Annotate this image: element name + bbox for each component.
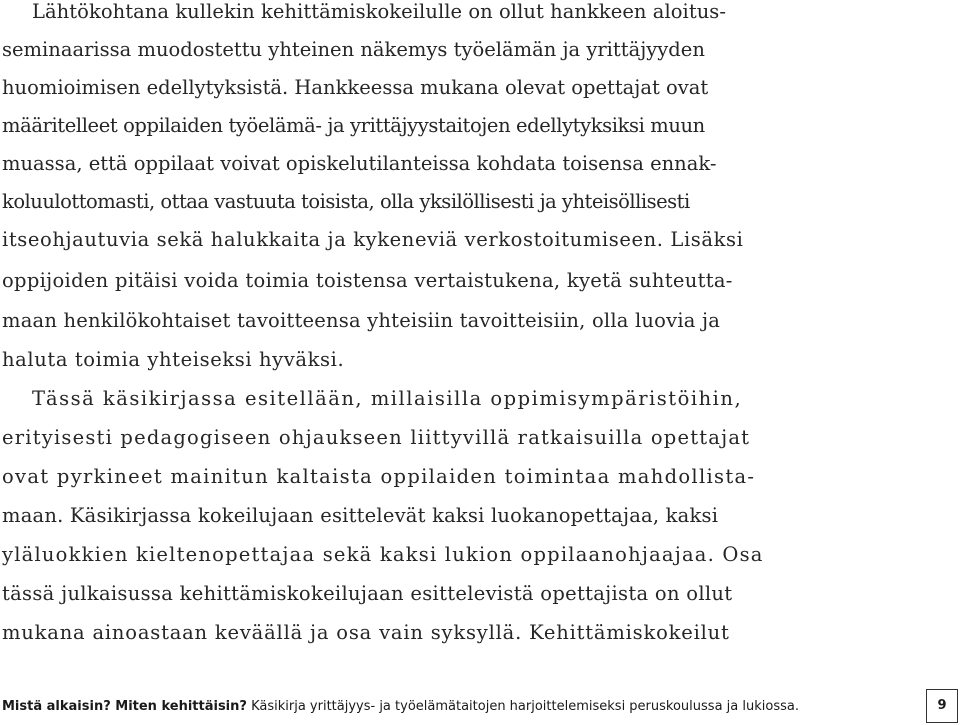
text-line: Lähtökohtana kullekin kehittämiskokeilulle on ollut hankkeen aloitus- [32,0,727,23]
text-line: yläluokkien kieltenopettajaa sekä kaksi lukion oppilaanohjaajaa. Osa [2,543,764,566]
text-line: määritelleet oppilaiden työelämä- ja yrittäjyystaitojen edellytyksiksi muun [2,114,705,137]
text-line: haluta toimia yhteiseksi hyväksi. [2,348,345,371]
text-line: Tässä käsikirjassa esitellään, millaisilla oppimisympäristöihin, [32,387,743,410]
page-footer [2,696,960,718]
text-line: itseohjautuvia sekä halukkaita ja kykeneviä verkostoitumiseen. Lisäksi [2,228,744,251]
text-line: koluulottomasti, ottaa vastuuta toisista, olla yksilöllisesti ja yhteisöllisesti [2,190,690,213]
text-line: muassa, että oppilaat voivat opiskelutilanteissa kohdata toisensa ennak- [2,152,717,175]
footer-subtitle: Käsikirja yrittäjyys- ja työelämätaitojen harjoittelemiseksi peruskoulussa ja lukiossa. [246,699,799,714]
page-number: 9 [926,689,958,723]
text-line: ovat pyrkineet mainitun kaltaista oppilaiden toimintaa mahdollista- [2,465,756,488]
text-line: seminaarissa muodostettu yhteinen näkemys työelämän ja yrittäjyyden [2,38,705,61]
text-line: erityisesti pedagogiseen ohjaukseen liittyvillä ratkaisuilla opettajat [2,426,751,449]
text-line: maan. Käsikirjassa kokeilujaan esittelevät kaksi luokanopettajaa, kaksi [2,504,719,527]
text-line: mukana ainoastaan keväällä ja osa vain syksyllä. Kehittämiskokeilut [2,621,730,644]
text-line: maan henkilökohtaiset tavoitteensa yhteisiin tavoitteisiin, olla luovia ja [2,309,721,332]
text-line: huomioimisen edellytyksistä. Hankkeessa mukana olevat opettajat ovat [2,76,709,99]
text-line: tässä julkaisussa kehittämiskokeilujaan esittelevistä opettajista on ollut [2,582,733,605]
footer-title: Mistä alkaisin? Miten kehittäisin? [2,699,247,714]
text-line: oppijoiden pitäisi voida toimia toistensa vertaistukena, kyetä suhteutta- [2,269,733,292]
